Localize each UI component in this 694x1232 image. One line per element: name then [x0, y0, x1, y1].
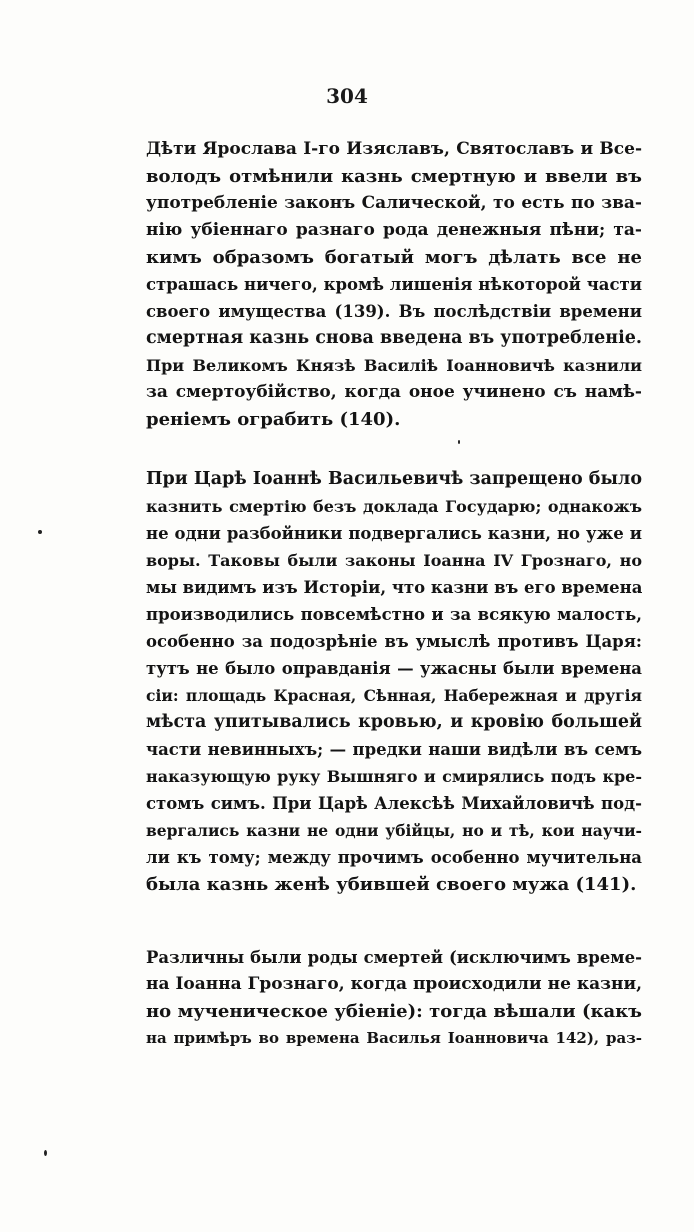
text-line: особенно за подозрѣніе въ умыслѣ противъ Царя: — [146, 632, 642, 651]
text-line: Различны были роды смертей (исключимъ време- — [146, 948, 642, 967]
text-line: была казнь женѣ убившей своего мужа (141). — [146, 874, 637, 895]
scan-speck — [458, 440, 460, 444]
text-line: за смертоубійство, когда оное учинено съ намѣ- — [146, 382, 642, 402]
text-line: не одни разбойники подвергались казни, но уже и — [146, 524, 642, 543]
text-line: тутъ не было оправданія — ужасны были времена — [146, 659, 642, 678]
page-number: 304 — [326, 84, 368, 108]
text-line: мы видимъ изъ Исторіи, что казни въ его времена — [146, 578, 642, 597]
text-line: кимъ образомъ богатый могъ дѣлать все не — [146, 247, 642, 268]
text-line: смертная казнь снова введена въ употребленіе. — [146, 328, 642, 348]
text-line: производились повсемѣстно и за всякую малость, — [146, 605, 642, 624]
text-line: нію убіеннаго разнаго рода денежныя пѣни; та- — [146, 220, 642, 240]
text-line: наказующую руку Вышняго и смирялись подъ кре- — [146, 767, 642, 786]
text-line: но мученическое убіеніе): тогда вѣшали (какъ — [146, 1001, 642, 1022]
paragraph-2 — [146, 466, 642, 898]
text-line: сіи: площадь Красная, Сѣнная, Набережная и другія — [146, 686, 642, 705]
text-line: на Іоанна Грознаго, когда происходили не казни, — [146, 974, 642, 994]
paragraph-1 — [146, 136, 642, 433]
text-line: вергались казни не одни убійцы, но и тѣ, кои научи- — [146, 821, 642, 840]
text-line: на примѣръ во времена Василья Іоанновича 142), раз- — [146, 1029, 642, 1047]
text-line: части невинныхъ; — предки наши видѣли въ семъ — [146, 740, 642, 759]
text-line: Дѣти Ярослава I-го Изяславъ, Святославъ и Все- — [146, 139, 642, 159]
text-line: При Царѣ Іоаннѣ Васильевичѣ запрещено было — [146, 469, 642, 489]
text-line: При Великомъ Князѣ Василіѣ Іоанновичѣ казнили — [146, 356, 642, 375]
scan-speck — [38, 530, 42, 534]
text-line: володъ отмѣнили казнь смертную и ввели въ — [146, 166, 642, 187]
paragraph-3 — [146, 944, 642, 1052]
text-line: воры. Таковы были законы Іоанна IV Грознаго, но — [146, 551, 642, 570]
text-line: своего имущества (139). Въ послѣдствіи времени — [146, 302, 642, 321]
scan-speck — [44, 1150, 47, 1156]
text-line: употребленіе законъ Салической, то есть по зва- — [146, 193, 642, 213]
text-line: ли къ тому; между прочимъ особенно мучительна — [146, 848, 642, 867]
text-line: казнить смертію безъ доклада Государю; однакожъ — [146, 497, 642, 516]
text-line: страшась ничего, кромѣ лишенія нѣкоторой части — [146, 275, 642, 294]
text-line: стомъ симъ. При Царѣ Алексѣѣ Михайловичѣ под- — [146, 794, 642, 813]
text-line: мѣста упитывались кровью, и кровію большей — [146, 712, 642, 732]
text-line: реніемъ ограбить (140). — [146, 409, 401, 430]
